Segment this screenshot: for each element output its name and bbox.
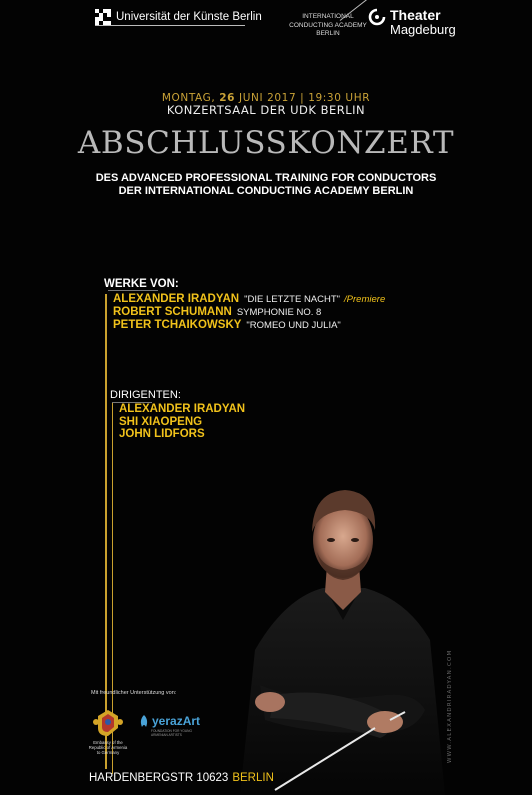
date-rest: JUNI 2017 | 19:30 UHR: [239, 92, 371, 104]
conductor-name: SHI XIAOPENG: [119, 415, 203, 428]
udk-grid-icon: [95, 9, 111, 25]
work-composer: ALEXANDER IRADYAN: [113, 293, 240, 305]
date-day: 26: [219, 92, 236, 104]
conductor-name: JOHN LIDFORS: [119, 428, 205, 440]
subtitle-line-2: DER INTERNATIONAL CONDUCTING ACADEMY BERLIN: [118, 185, 414, 197]
work-piece: "DIE LETZTE NACHT": [244, 294, 341, 305]
conductors-heading: DIRIGENTEN:: [110, 389, 181, 401]
event-venue: KONZERTSAAL DER UDK BERLIN: [166, 103, 366, 117]
theater-logo: [368, 8, 456, 37]
works-heading: WERKE VON:: [104, 278, 179, 290]
embassy-line-2: Republic of Armenia: [88, 745, 128, 750]
work-item: [113, 319, 385, 332]
event-title: ABSCHLUSSKONZERT: [77, 125, 455, 161]
work-piece: "ROMEO UND JULIA": [246, 320, 341, 331]
work-item: [113, 306, 385, 319]
works-list: [113, 293, 385, 332]
yerazart-logo: [138, 714, 200, 728]
works-rule: [108, 290, 158, 291]
subtitle-line-1: DES ADVANCED PROFESSIONAL TRAINING FOR CONDUCTORS: [95, 172, 437, 184]
gold-vertical-line: [105, 294, 107, 769]
icab-line-3: BERLIN: [316, 30, 340, 37]
work-piece: SYMPHONIE NO. 8: [236, 307, 322, 318]
icab-logo: [283, 13, 373, 39]
conductors-list: [119, 403, 245, 441]
embassy-line-1: Embassy of the: [93, 740, 123, 745]
udk-name: Universität der Künste Berlin: [116, 11, 262, 23]
icab-line-1: INTERNATIONAL: [302, 13, 354, 20]
support-text: Mit freundlicher Unterstützung von:: [91, 690, 177, 696]
address-street: HARDENBERGSTR 10623: [89, 772, 229, 784]
website-watermark: WWW.ALEXANDRIRADYAN.COM: [447, 649, 453, 763]
theater-city: Magdeburg: [390, 22, 456, 37]
yerazart-flame-icon: [138, 714, 150, 728]
embassy-label: [88, 740, 128, 755]
date-prefix: MONTAG,: [161, 92, 216, 104]
armenia-coat-of-arms-icon: [92, 708, 124, 738]
embassy-line-3: to Germany: [96, 750, 120, 755]
address-city: BERLIN: [232, 772, 274, 784]
udk-underline: [95, 25, 245, 26]
work-note: /Premiere: [344, 294, 386, 305]
conductor-name: ALEXANDER IRADYAN: [119, 403, 246, 415]
conductor-portrait: [215, 470, 460, 795]
udk-logo-block: [95, 9, 262, 25]
work-composer: PETER TCHAIKOWSKY: [113, 319, 242, 331]
work-item: [113, 293, 385, 306]
theater-swirl-icon: [368, 8, 386, 26]
event-subtitle: [0, 172, 532, 198]
work-composer: ROBERT SCHUMANN: [113, 306, 232, 318]
yerazart-name: yerazArt: [152, 714, 201, 728]
yerazart-subtitle: FOUNDATION FOR YOUNG ARMENIAN ARTISTS: [151, 729, 192, 737]
theater-name: Theater: [390, 7, 441, 23]
icab-line-2: CONDUCTING ACADEMY: [289, 21, 367, 29]
venue-address: [89, 772, 274, 784]
